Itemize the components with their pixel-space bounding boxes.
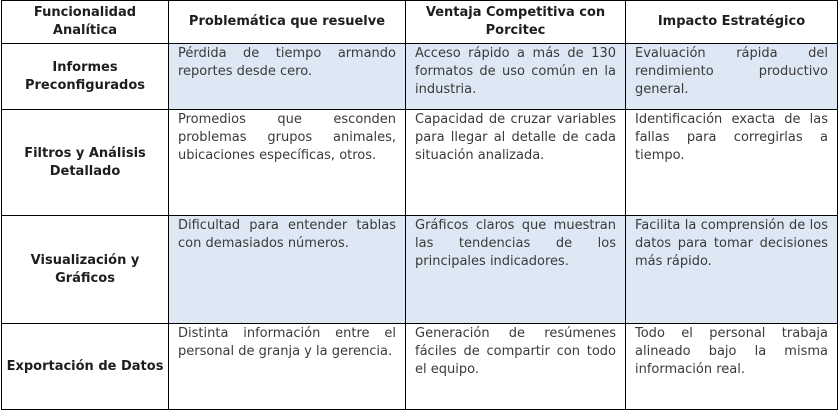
advantage-cell: Generación de resúmenes fáciles de compartir con todo el equipo. xyxy=(406,324,626,410)
problem-cell: Distinta información entre el personal de granja y la gerencia. xyxy=(169,324,406,410)
impact-cell: Todo el personal trabaja alineado bajo la misma información real. xyxy=(626,324,838,410)
header-impact: Impacto Estratégico xyxy=(626,1,838,44)
feature-cell: Visualización y Gráficos xyxy=(2,216,169,324)
analytics-features-table xyxy=(1,0,838,410)
table-row xyxy=(2,110,838,216)
feature-cell: Exportación de Datos xyxy=(2,324,169,410)
header-advantage: Ventaja Competitiva con Porcitec xyxy=(406,1,626,44)
impact-cell: Facilita la comprensión de los datos para tomar decisiones más rápido. xyxy=(626,216,838,324)
table-row xyxy=(2,324,838,410)
table-row xyxy=(2,44,838,110)
advantage-cell: Gráficos claros que muestran las tendencias de los principales indicadores. xyxy=(406,216,626,324)
advantage-cell: Capacidad de cruzar variables para llegar al detalle de cada situación analizada. xyxy=(406,110,626,216)
feature-cell: Filtros y Análisis Detallado xyxy=(2,110,169,216)
problem-cell: Promedios que esconden problemas grupos animales, ubicaciones específicas, otros. xyxy=(169,110,406,216)
problem-cell: Dificultad para entender tablas con demasiados números. xyxy=(169,216,406,324)
table-row xyxy=(2,216,838,324)
header-feature: Funcionalidad Analítica xyxy=(2,1,169,44)
problem-cell: Pérdida de tiempo armando reportes desde cero. xyxy=(169,44,406,110)
header-problem: Problemática que resuelve xyxy=(169,1,406,44)
impact-cell: Identificación exacta de las fallas para corregirlas a tiempo. xyxy=(626,110,838,216)
impact-cell: Evaluación rápida del rendimiento productivo general. xyxy=(626,44,838,110)
feature-cell: Informes Preconfigurados xyxy=(2,44,169,110)
table-header-row xyxy=(2,1,838,44)
advantage-cell: Acceso rápido a más de 130 formatos de uso común en la industria. xyxy=(406,44,626,110)
